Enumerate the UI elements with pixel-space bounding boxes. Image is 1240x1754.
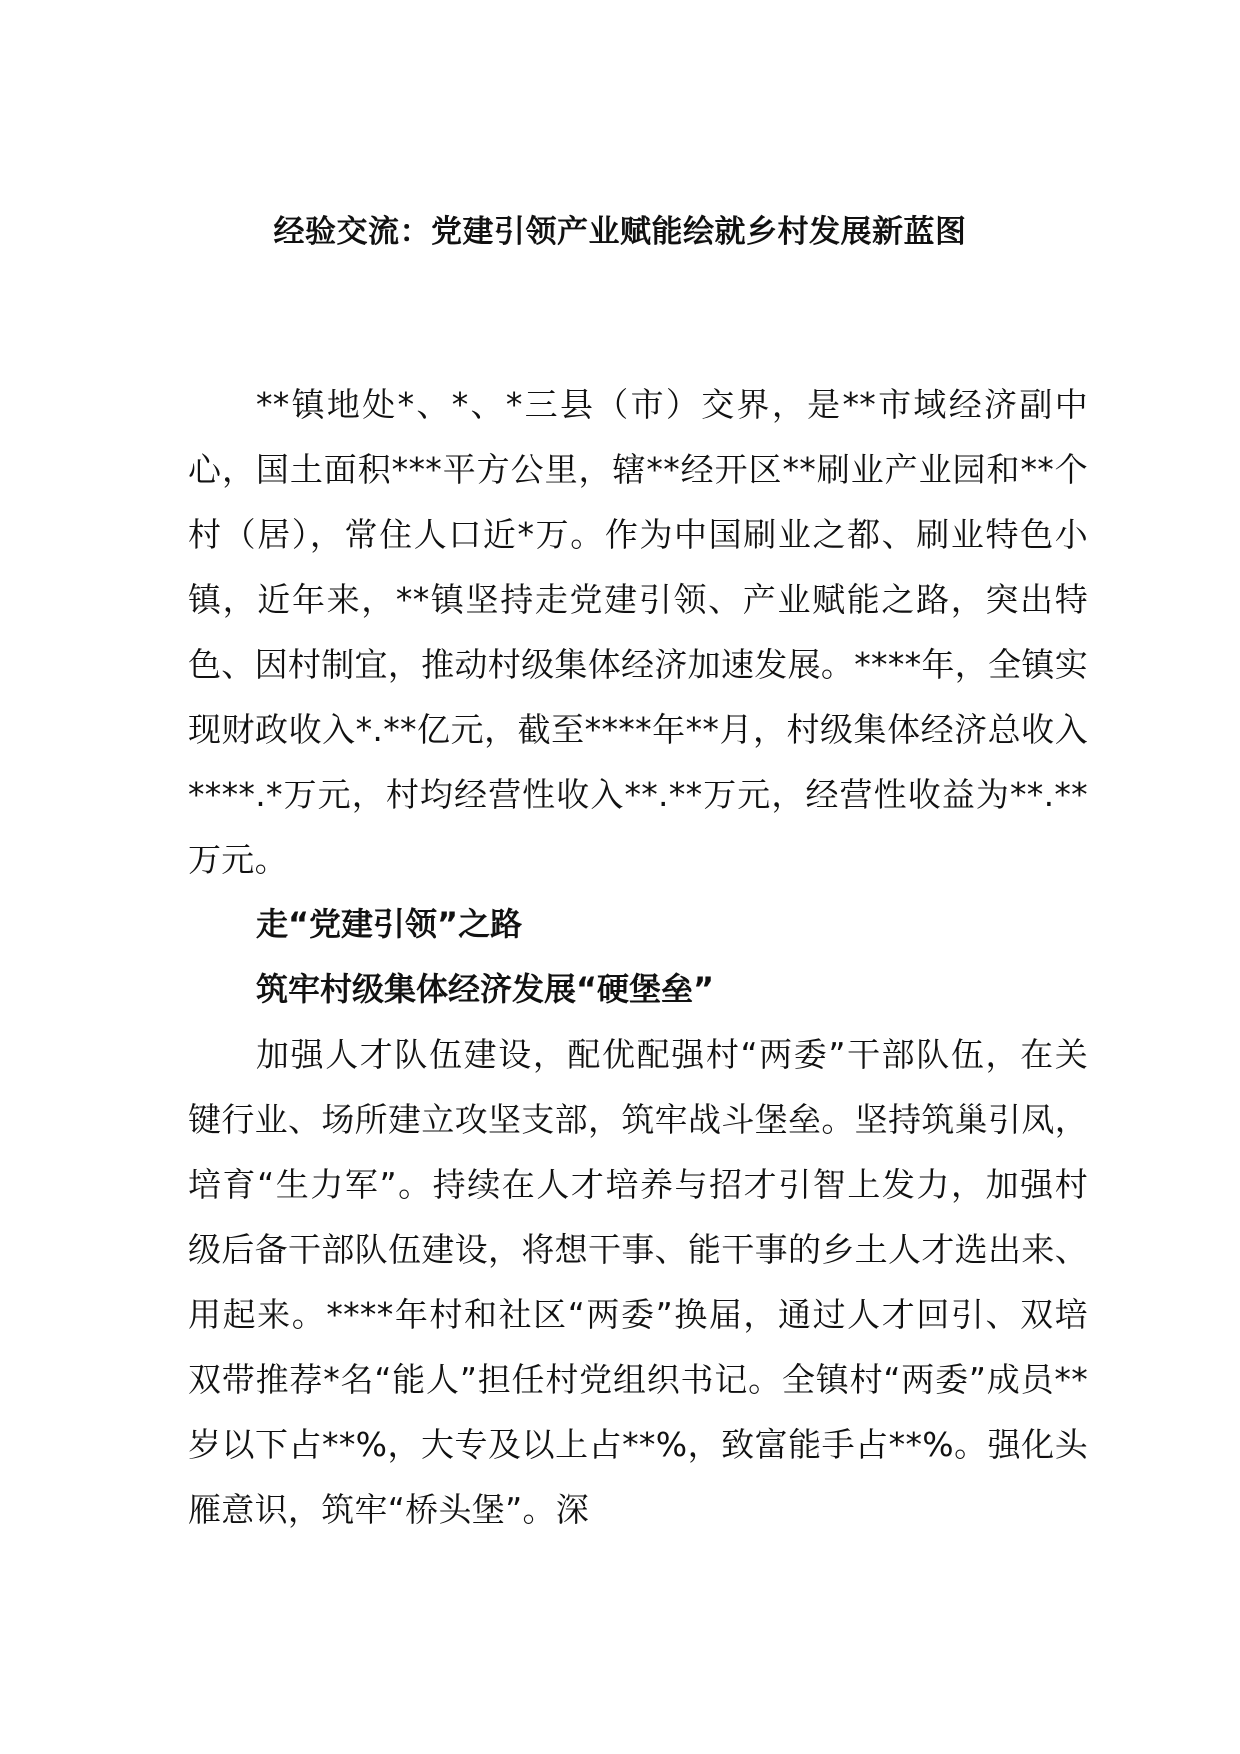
section-subheading: 筑牢村级集体经济发展“硬堡垒” — [256, 970, 715, 1008]
document-title: 经验交流：党建引领产业赋能绘就乡村发展新蓝图 — [273, 214, 967, 250]
section-heading: 走“党建引领”之路 — [256, 905, 523, 943]
body-paragraph-talent: 加强人才队伍建设，配优配强村“两委”干部队伍，在关键行业、场所建立攻坚支部，筑牢战斗堡垒。坚持筑巢引凤，培育“生力军”。持续在人才培养与招才引智上发力，加强村级后备干部队伍建设，将想干事、能干事的乡土人才选出来、用起来。****年村和社区“两委”换届，通过人才回引、双培双带推荐*名“能人”担任村党组织书记。全镇村“两委”成员**岁以下占**%，大专及以上占**%，致富能手占**%。强化头雁意识，筑牢“桥头堡”。深 — [188, 1035, 1088, 1529]
document-body — [188, 372, 1088, 1542]
body-paragraph-intro: **镇地处*、*、*三县（市）交界，是**市域经济副中心，国土面积***平方公里，辖**经开区**刷业产业园和**个村（居），常住人口近*万。作为中国刷业之都、刷业特色小镇，近年来，**镇坚持走党建引领、产业赋能之路，突出特色、因村制宜，推动村级集体经济加速发展。****年，全镇实现财政收入*.**亿元，截至****年**月，村级集体经济总收入****.*万元，村均经营性收入**.**万元，经营性收益为**.**万元。 — [188, 385, 1088, 879]
